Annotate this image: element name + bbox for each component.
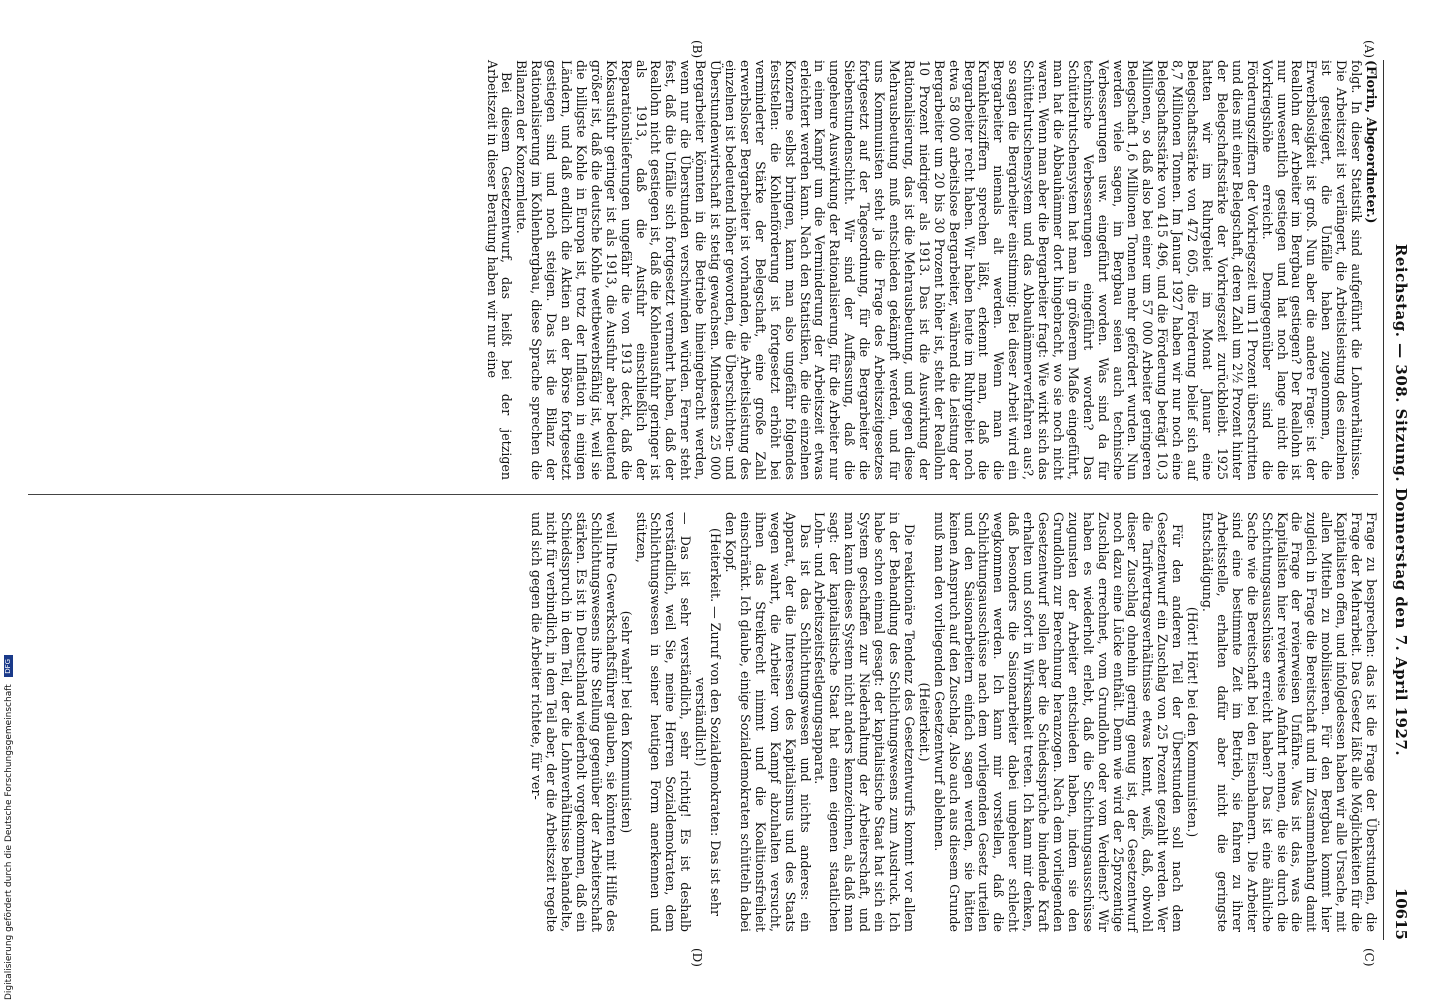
paragraph: Bei diesem Gesetzentwurf, das heißt bei der jetzigen Arbeitszeit in dieser Beratung haben wir nur eine [484, 60, 515, 480]
left-column [484, 60, 1378, 480]
page-header [1386, 60, 1416, 940]
margin-letter-b: (B) [690, 40, 704, 59]
page-number: 10615 [1392, 887, 1410, 940]
header-rule [1383, 60, 1384, 940]
interjection: (Heiterkeit.) [916, 682, 932, 762]
interjection: (Heiterkeit. — Zuruf von den Sozialdemokraten: Das ist sehr verständlich!) [693, 528, 724, 916]
paragraph: — Das ist sehr verständlich, sehr richtig! Es ist deshalb verständlich, weil Sie, meine Herren Sozialdemokraten, dem Schlichtungswesen in seiner heutigen Form anerkennen und stützen, [633, 512, 694, 932]
paragraph: Das ist das Schlichtungswesen und nichts anderes: ein Apparat, der die Interessen des Kapitalismus und des Staats wegen wahrt, die Arbeiter vom Kampf abzuhalten versucht, ihnen das Streikrecht nimmt und die Koalitionsfreiheit einschränkt. Ich glaube, einige Sozialdemokraten schütteln dabei den Kopf. [723, 512, 813, 932]
column-divider [28, 494, 1378, 495]
margin-letter-d: (D) [690, 948, 704, 967]
funding-text: Digitalisierung gefördert durch die Deutsche Forschungsgemeinschaft [4, 684, 14, 1000]
paragraph: Frage zu besprechen: das ist die Frage der Überstunden, die Frage der Mehrarbeit. Das Gesetz läßt alle Möglichkeiten für die Kapitalisten offen, und infolgedessen haben wir alle Ursache, mit allen Mitteln zu mobilisieren. Für den Bergbau kommt hier zugleich in Frage die Bereitschaft und im Zusammenhang damit die Frage der revierweisen Unfähre. Was ist das, was die Kapitalisten hier revierweise Anfahrt nennen, die sie durch die Schichtungsausschüsse erreicht haben? Das ist eine ähnliche Sache wie die Bereitschaft bei den Eisenbahnern. Die Arbeiter sind eine bestimmte Zeit im Betrieb, sie fahren zu ihrer Arbeitsstelle, erhalten dafür aber nicht die geringste Entschädigung. [1200, 512, 1379, 932]
dfg-logo: DFG [4, 655, 13, 677]
right-column [528, 512, 1378, 932]
interjection: (sehr wahr! bei den Kommunisten) [618, 610, 634, 834]
speaker-line: (Florin, Abgeordneter.) [1364, 60, 1379, 224]
margin-letter-a: (A) [1362, 40, 1376, 59]
interjection: (Hört! Hört! bei den Kommunisten.) [1185, 606, 1201, 838]
paragraph: folgt. In dieser Statistik sind aufgeführt die Lohnverhältnisse. Die Arbeitszeit ist verlängert, die Arbeitsleistung des einzelnen ist gesteigert, die Unfälle haben zugenommen, die Erwerbslosigkeit ist groß. Nun aber die andere Frage: ist der Reallohn der Arbeiter im Bergbau gestiegen? Der Reallohn ist nur unwesentlich gestiegen und hat noch lange nicht die Vorkriegshöhe erreicht. Demgegenüber sind die Förderungsziffern der Vorkriegszeit um 11 Prozent überschritten und dies mit einer Belegschaft, deren Zahl um 2½ Prozent hinter der Belegschaftsstärke der Vorkriegszeit zurückbleibt. 1925 hatten wir im Ruhrgebiet im Monat Januar eine Belegschaftsstärke von 472 605, die Förderung belief sich auf 8,7 Millionen Tonnen. Im Januar 1927 haben wir nur noch eine Belegschaftsstärke von 415 496, und die Förderung beträgt 10,3 Millionen, so daß also bei einer um 57 000 Arbeiter geringeren Belegschaft 1,6 Millionen Tonnen mehr gefördert wurden. Nun werden viele sagen, im Bergbau seien auch technische Verbesserungen usw. eingeführt worden. Was sind da für technische Verbesserungen eingeführt worden? Das Schüttelrutschensystem hat man in größerem Maße eingeführt, man hat die Abbauhämmer dort hingebracht, wo sie noch nicht waren. Wenn man aber die Bergarbeiter fragt: Wie wirkt sich das Schüttelrutschensystem und das Abbauhämmerverfahren aus?, so sagen die Bergarbeiter einstimmig: Bei dieser Arbeit wird ein Bergarbeiter niemals alt werden. Wenn man die Krankheitsziffern sprechen läßt, erkennt man, daß die Bergarbeiter recht haben. Wir haben heute im Ruhrgebiet noch etwa 58 000 arbeitslose Bergarbeiter, während die Leistung der Bergarbeiter um 20 bis 30 Prozent höher ist, steht der Reallohn 10 Prozent niedriger als 1913. Das ist die Auswirkung der Rationalisierung, das ist die Mehrausbeutung, und gegen diese Mehrausbeutung muß entschieden gekämpft werden, und für uns Kommunisten steht ja die Frage des Arbeitszeitgesetzes fortgesetzt auf der Tagesordnung, für die Bergarbeiter die Siebenstundenschicht. Wir sind der Auffassung, daß die ungeheure Auswirkung der Rationalisierung, für die Arbeiter nur in einem Kampf um die Verminderung der Arbeitszeit etwas erleichtert werden kann. Nach den Statistiken, die die einzelnen Konzerne selbst bringen, kann man also ungefähr folgendes feststellen: die Kohlenförderung ist fortgesetzt erhöht bei verminderter Stärke der Belegschaft, eine große Zahl erwerbsloser Bergarbeiter ist vorhanden, die Arbeitsleistung des einzelnen ist bedeutend höher geworden, die Überschichten- und Überstundenwirtschaft ist stetig gewachsen. Mindestens 25 000 Bergarbeiter könnten in die Betriebe hineingebracht werden, wenn nur die Überstunden verschwinden würden. Ferner steht fest, daß die Unfälle sich fortgesetzt vermehrt haben, daß der Reallohn nicht gestiegen ist, daß die Kohlenausfuhr geringer ist als 1913, daß die Ausfuhr einschließlich der Reparationslieferungen ungefähr die von 1913 deckt, daß die Koksausfuhr geringer ist als 1913, die Ausfuhr aber bedeutend größer ist, daß die deutsche Kohle wettbewerbsfähig ist, weil sie die billigste Kohle in Europa ist, trotz der Inflation in einigen Ländern, und daß endlich die Aktien an der Börse fortgesetzt gestiegen sind und noch steigen. Das ist die Bilanz der Rationalisierung im Kohlenbergbau, diese Sprache sprechen die Bilanzen der Konzernleute. [514, 60, 1365, 480]
paragraph: weil Ihre Gewerkschaftsführer glauben, sie könnten mit Hilfe des Schlichtungswesens ihre Stellung gegenüber der Arbeiterschaft stärken. Es ist in Deutschland wiederholt vorgekommen, daß ein Schiedsspruch in dem Teil, der die Lohnverhältnisse behandelte, nicht für verbindlich, in dem Teil aber, der die Arbeitszeit regelte und sich gegen die Arbeiter richtete, für ver- [529, 512, 619, 932]
paragraph: Die reaktionäre Tendenz des Gesetzentwurfs kommt vor allem in der Behandlung des Schlichtungswesens zum Ausdruck. Ich habe schon einmal gesagt: der kapitalistische Staat hat sich ein System geschaffen zur Niederhaltung der Arbeiterschaft, und man kann dieses System nicht anders kennzeichnen, als daß man sagt: der kapitalistische Staat hat einen eigenen staatlichen Lohn- und Arbeitszeitsfestlegungsapparat. [812, 512, 917, 932]
paragraph: Für den anderen Teil der Überstunden soll nach dem Gesetzentwurf ein Zuschlag von 25 Prozent gezahlt werden. Wer die Tarifvertragsverhältnisse etwas kennt, weiß, daß, obwohl dieser Zuschlag ohnehin gering genug ist, der Gesetzentwurf noch dazu eine Lücke enthält. Denn wie wird der 25prozentige Zuschlag errechnet, vom Grundlohn oder vom Verdienst? Wir haben es wiederholt erlebt, daß die Schichtungsausschüsse zugunsten der Arbeiter entschieden haben, indem sie den Grundlohn zur Berechnung heranzogen. Nach dem vorliegenden Gesetzentwurf sollen aber die Schiedssprüche bindende Kraft erhalten und sofort in Wirksamkeit treten. Ich kann mir denken, daß besonders die Saisonarbeiter dabei ungeheuer schlecht wegkommen werden. Ich kann mir vorstellen, daß die Schlichtungsausschüsse nach dem vorliegenden Gesetz urteilen und den Saisonarbeitern einfach sagen werden, sie hätten keinen Anspruch auf den Zuschlag. Also auch aus diesem Grunde muß man den vorliegenden Gesetzentwurf ablehnen. [931, 512, 1186, 932]
header-title: Reichstag. — 308. Sitzung. Donnerstag den 7. April 1927. [1392, 243, 1410, 757]
funding-note [4, 0, 18, 1000]
margin-letter-c: (C) [1362, 948, 1376, 967]
